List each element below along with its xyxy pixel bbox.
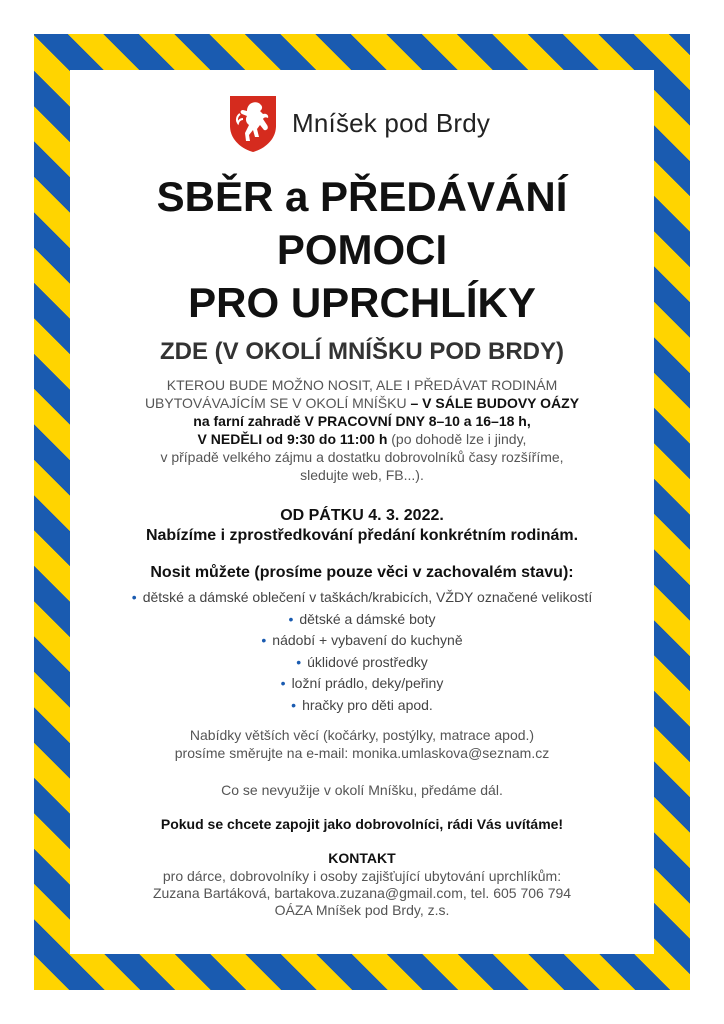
item-text: dětské a dámské boty xyxy=(299,610,436,627)
list-item xyxy=(70,587,654,609)
intro-text-plain: UBYTOVÁVAJÍCÍM SE V OKOLÍ MNÍŠKU xyxy=(144,395,407,411)
large-items-note xyxy=(70,726,654,762)
start-date xyxy=(70,506,654,546)
intro-line: KTEROU BUDE MOŽNO NOSIT, ALE I PŘEDÁVAT RODINÁM xyxy=(166,377,558,393)
volunteer-call: Pokud se chcete zapojit jako dobrovolníci, rádi Vás uvítáme! xyxy=(160,816,564,832)
bullet-icon: • xyxy=(291,696,297,713)
bullet-icon: • xyxy=(261,632,267,649)
list-item xyxy=(70,673,654,695)
list-item xyxy=(70,630,654,652)
intro-text xyxy=(70,376,654,484)
intro-text-plain: (po dohodě lze i jindy, xyxy=(387,431,527,447)
title-line: POMOCI xyxy=(276,226,448,273)
contact-line: pro dárce, dobrovolníky i osoby zajišťující ubytování uprchlíkům: xyxy=(162,868,562,884)
intro-line xyxy=(70,394,654,412)
list-item xyxy=(70,652,654,674)
town-name: Mníšek pod Brdy xyxy=(292,108,491,138)
page-title xyxy=(70,170,654,329)
contact-heading: KONTAKT xyxy=(328,850,396,866)
bullet-icon: • xyxy=(296,653,302,670)
poster-content xyxy=(70,70,654,954)
item-text: nádobí + vybavení do kuchyně xyxy=(272,632,463,649)
item-text: dětské a dámské oblečení v taškách/krabicích, VŽDY označené velikostí xyxy=(142,589,593,605)
intro-line: sledujte web, FB...). xyxy=(300,467,424,483)
intro-text-bold: V NEDĚLI od 9:30 do 11:00 h xyxy=(197,431,388,447)
item-text: úklidové prostředky xyxy=(307,653,428,670)
item-text: hračky pro děti apod. xyxy=(302,696,433,713)
intro-text-bold: na farní zahradě V PRACOVNÍ DNY 8–10 a 16–18 h, xyxy=(193,413,531,429)
contact-line: OÁZA Mníšek pod Brdy, z.s. xyxy=(274,902,450,918)
note-line: Nabídky větších věcí (kočárky, postýlky, matrace apod.) xyxy=(189,727,535,743)
items-list xyxy=(70,587,654,717)
items-heading: Nosit můžete (prosíme pouze věci v zachovalém stavu): xyxy=(150,564,574,581)
item-text: ložní prádlo, deky/peřiny xyxy=(291,675,444,692)
contact-line: Zuzana Bartáková, bartakova.zuzana@gmail.com, tel. 605 706 794 xyxy=(152,885,572,901)
intro-line xyxy=(70,412,654,430)
list-item xyxy=(70,609,654,631)
contact-details xyxy=(70,868,654,919)
pass-on-note: Co se nevyužije v okolí Mníšku, předáme dál. xyxy=(221,782,503,798)
bullet-icon: • xyxy=(131,589,137,605)
date-line: OD PÁTKU 4. 3. 2022. xyxy=(280,507,444,524)
list-item xyxy=(70,695,654,717)
bullet-icon: • xyxy=(280,675,286,692)
lion-crest-icon xyxy=(228,94,278,154)
subtitle: ZDE (V OKOLÍ MNÍŠKU POD BRDY) xyxy=(159,338,564,365)
title-line: PRO UPRCHLÍKY xyxy=(188,279,536,326)
intro-line: v případě velkého zájmu a dostatku dobrovolníků časy rozšíříme, xyxy=(160,449,564,465)
note-line: prosíme směrujte na e-mail: monika.umlaskova@seznam.cz xyxy=(174,745,550,761)
town-logo xyxy=(70,94,654,158)
intro-text-bold: – V SÁLE BUDOVY OÁZY xyxy=(406,395,580,411)
offer-line: Nabízíme i zprostředkování předání konkrétním rodinám. xyxy=(145,527,579,544)
title-line: SBĚR a PŘEDÁVÁNÍ xyxy=(156,173,568,220)
intro-line xyxy=(70,430,654,448)
bullet-icon: • xyxy=(288,610,294,627)
